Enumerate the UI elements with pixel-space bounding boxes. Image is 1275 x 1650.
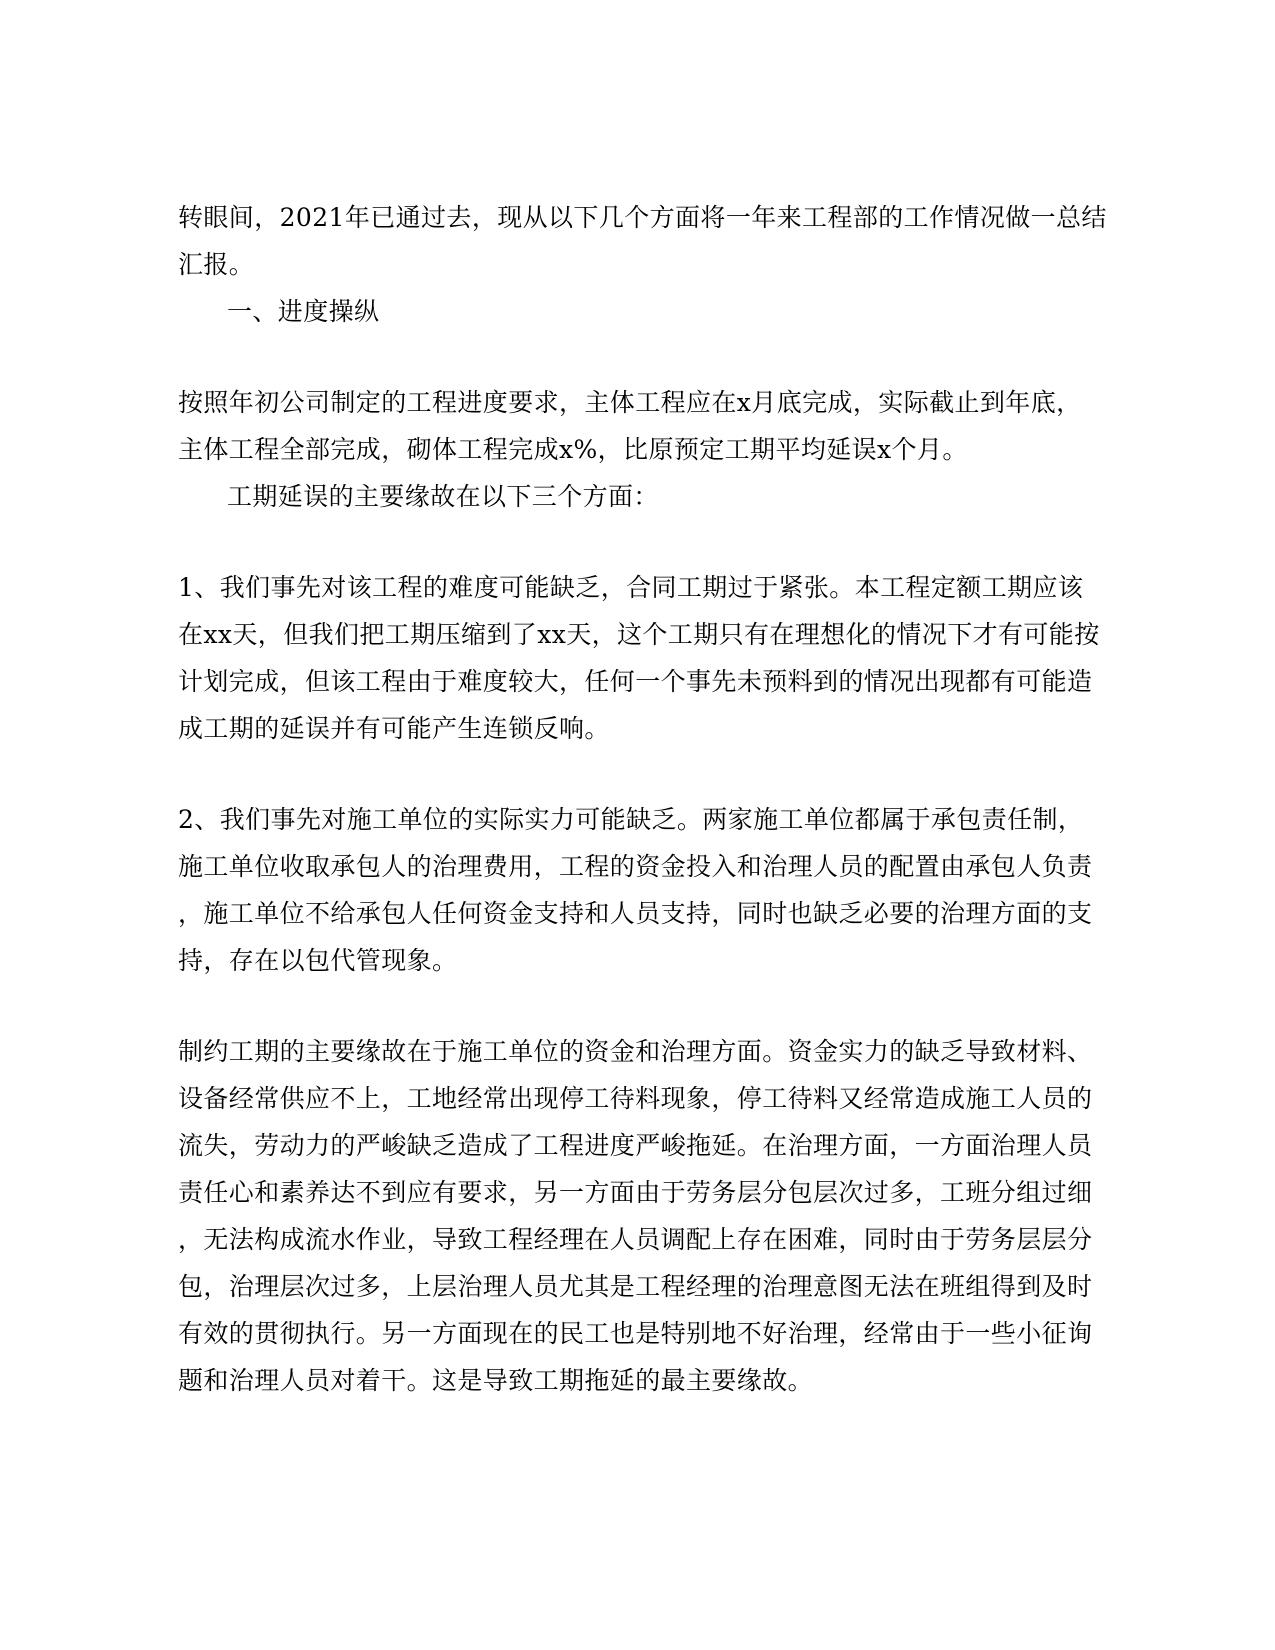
paragraph-line: 按照年初公司制定的工程进度要求，主体工程应在x月底完成，实际截止到年底， [178, 388, 1082, 417]
list-item-line: 计划完成，但该工程由于难度较大，任何一个事先未预料到的情况出现都有可能造 [178, 667, 1093, 696]
list-item-line: 持，存在以包代管现象。 [178, 946, 458, 975]
section-heading: 一、进度操纵 [227, 297, 380, 326]
paragraph-line: 制约工期的主要缘故在于施工单位的资金和治理方面。资金实力的缺乏导致材料、 [178, 1037, 1093, 1066]
paragraph-line: 主体工程全部完成，砌体工程完成x%，比原预定工期平均延误x个月。 [178, 435, 968, 464]
paragraph-line: 流失，劳动力的严峻缺乏造成了工程进度严峻拖延。在治理方面，一方面治理人员 [178, 1131, 1093, 1160]
intro-line: 汇报。 [178, 250, 255, 279]
intro-line: 转眼间，2021年已通过去，现从以下几个方面将一年来工程部的工作情况做一总结 [178, 203, 1107, 232]
list-item-line: 在xx天，但我们把工期压缩到了xx天，这个工期只有在理想化的情况下才有可能按 [178, 620, 1100, 649]
paragraph-line: 设备经常供应不上，工地经常出现停工待料现象，停工待料又经常造成施工人员的 [178, 1084, 1093, 1113]
paragraph-line: 责任心和素养达不到应有要求，另一方面由于劳务层分包层次过多，工班分组过细 [178, 1178, 1093, 1207]
list-item-line: 1、我们事先对该工程的难度可能缺乏，合同工期过于紧张。本工程定额工期应该 [178, 573, 1084, 602]
paragraph-line: ，无法构成流水作业，导致工程经理在人员调配上存在困难，同时由于劳务层层分 [178, 1225, 1093, 1254]
list-item-line: ，施工单位不给承包人任何资金支持和人员支持，同时也缺乏必要的治理方面的支 [178, 899, 1093, 928]
reasons-intro: 工期延误的主要缘故在以下三个方面： [227, 482, 659, 511]
list-item-line: 施工单位收取承包人的治理费用，工程的资金投入和治理人员的配置由承包人负责 [178, 852, 1093, 881]
list-item-line: 2、我们事先对施工单位的实际实力可能缺乏。两家施工单位都属于承包责任制， [178, 805, 1084, 834]
paragraph-line: 有效的贯彻执行。另一方面现在的民工也是特别地不好治理，经常由于一些小征询 [178, 1319, 1093, 1348]
list-item-line: 成工期的延误并有可能产生连锁反响。 [178, 714, 610, 743]
paragraph-line: 题和治理人员对着干。这是导致工期拖延的最主要缘故。 [178, 1366, 814, 1395]
paragraph-line: 包，治理层次过多，上层治理人员尤其是工程经理的治理意图无法在班组得到及时 [178, 1272, 1093, 1301]
